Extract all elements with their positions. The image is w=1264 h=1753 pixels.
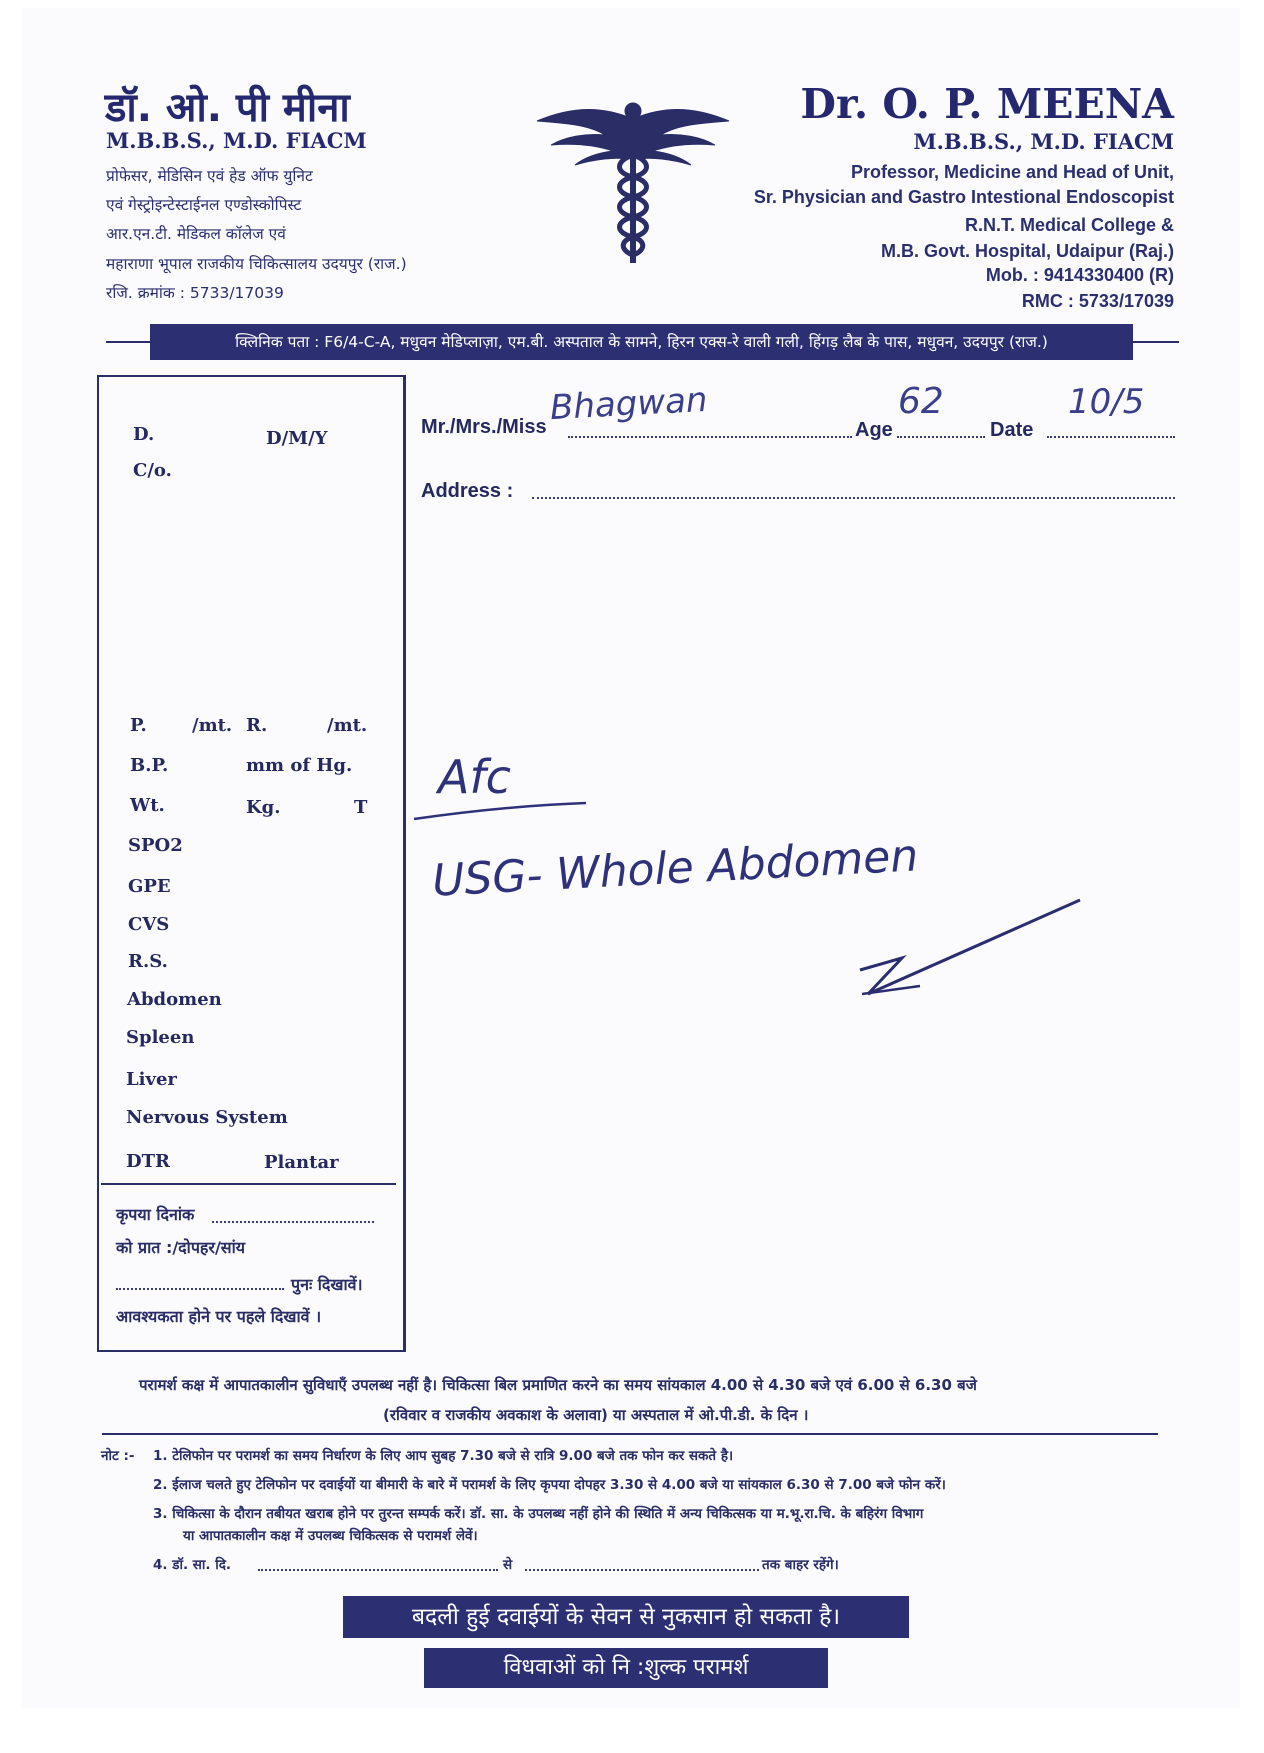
english-designation-line: R.N.T. Medical College & bbox=[964, 215, 1174, 235]
mobile-number: Mob. : 9414330400 (R) bbox=[985, 265, 1174, 285]
doctor-degree-english: M.B.B.S., M.D. FIACM bbox=[913, 129, 1174, 154]
weight-unit: Kg. bbox=[246, 797, 281, 818]
age-label: Age bbox=[855, 419, 893, 441]
patient-name-line[interactable] bbox=[568, 436, 852, 438]
cvs-label: CVS bbox=[128, 914, 170, 935]
note-3-continued: या आपातकालीन कक्ष में उपलब्ध चिकित्सक से परामर्श लेवें। bbox=[183, 1528, 478, 1544]
doctor-name-english: Dr. O. P. MEENA bbox=[800, 80, 1174, 128]
address-line[interactable] bbox=[532, 497, 1175, 499]
caduceus-icon bbox=[535, 95, 731, 267]
note-4-from-line bbox=[258, 1569, 498, 1571]
gpe-label: GPE bbox=[128, 876, 171, 897]
warning-banner: बदली हुई दवाईयों के सेवन से नुकसान हो सकता है। bbox=[343, 1596, 909, 1638]
rx-line-2: USG- Whole Abdomen bbox=[430, 830, 920, 907]
temperature-label: T bbox=[354, 797, 368, 818]
clinic-address-bar: क्लिनिक पता : F6/4-C-A, मधुवन मेडिप्लाज़ा, एम.बी. अस्पताल के सामने, हिरन एक्स-रे वाली गली, हिंगड़ लैब के पास, मधुवन, उदयपुर (राज.) bbox=[150, 324, 1133, 360]
divider bbox=[102, 1433, 1158, 1435]
note-2: 2. ईलाज चलते हुए टेलिफोन पर दवाईयों या बीमारी के बारे में परामर्श के लिए कृपया दोपहर 3.30 से 4.00 बजे या सांयकाल 6.30 से 7.00 बजे फोन करें। bbox=[153, 1477, 946, 1493]
note-3: 3. चिकित्सा के दौरान तबीयत खराब होने पर तुरन्त सम्पर्क करें। डॉ. सा. के उपलब्ध नहीं होने की स्थिति में अन्य चिकित्सक या म.भू.रा.चि. के बहिरंग विभाग bbox=[153, 1506, 924, 1522]
rx-underline bbox=[410, 795, 590, 825]
patient-name-label: Mr./Mrs./Miss bbox=[421, 416, 547, 438]
hindi-designation-line: प्रोफेसर, मेडिसिन एवं हेड ऑफ युनिट bbox=[106, 167, 313, 185]
liver-label: Liver bbox=[126, 1069, 177, 1090]
doctor-degree-hindi-side: M.B.B.S., M.D. FIACM bbox=[106, 128, 367, 153]
hindi-registration-line: रजि. क्रमांक : 5733/17039 bbox=[106, 284, 284, 302]
english-designation-line: Sr. Physician and Gastro Intestional Endoscopist bbox=[753, 187, 1174, 207]
note-4-to-line bbox=[525, 1569, 759, 1571]
doctor-signature bbox=[840, 890, 1090, 1010]
notice-line-1: परामर्श कक्ष में आपातकालीन सुविधाएँ उपलब्ध नहीं है। चिकित्सा बिल प्रमाणित करने का समय सांयकाल 4.00 से 4.30 बजे एवं 6.00 से 6.30 बजे bbox=[139, 1376, 977, 1394]
date-label: D. bbox=[133, 424, 155, 445]
note-prefix: नोट :- bbox=[101, 1448, 135, 1464]
date-value: 10/5 bbox=[1068, 382, 1145, 422]
age-value: 62 bbox=[898, 381, 944, 422]
followup-time-text: को प्रात :/दोपहर/सांय bbox=[116, 1238, 246, 1257]
english-designation-line: Professor, Medicine and Head of Unit, bbox=[850, 162, 1174, 182]
followup-date-line bbox=[212, 1221, 374, 1223]
divider bbox=[106, 341, 152, 343]
notice-line-2: (रविवार व राजकीय अवकाश के अलावा) या अस्पताल में ओ.पी.डी. के दिन । bbox=[383, 1406, 809, 1424]
divider bbox=[1131, 341, 1179, 343]
care-of-label: C/o. bbox=[133, 460, 172, 481]
note-4-suffix: तक बाहर रहेंगे। bbox=[762, 1557, 839, 1573]
hindi-designation-line: एवं गेस्ट्रोइन्टेस्टाईनल एण्डोस्कोपिस्ट bbox=[106, 196, 302, 214]
followup-early-visit-text: आवश्यकता होने पर पहले दिखावें । bbox=[116, 1307, 322, 1326]
hindi-designation-line: आर.एन.टी. मेडिकल कॉलेज एवं bbox=[106, 225, 286, 243]
date-field-label: Date bbox=[990, 419, 1034, 441]
free-consultation-banner: विधवाओं को नि :शुल्क परामर्श bbox=[424, 1648, 828, 1688]
nervous-system-label: Nervous System bbox=[126, 1107, 288, 1128]
followup-line bbox=[116, 1288, 284, 1290]
dtr-label: DTR bbox=[126, 1151, 170, 1172]
age-line[interactable] bbox=[897, 436, 985, 438]
dmy-label: D/M/Y bbox=[266, 428, 328, 449]
pulse-label: P. bbox=[130, 715, 147, 736]
respiration-unit: /mt. bbox=[327, 715, 368, 736]
note-4-prefix: 4. डॉ. सा. दि. bbox=[153, 1557, 232, 1573]
rx-line-1: Afc bbox=[438, 750, 511, 804]
bp-unit: mm of Hg. bbox=[246, 755, 353, 776]
rmc-number: RMC : 5733/17039 bbox=[1021, 291, 1174, 311]
note-4-mid: से bbox=[503, 1557, 513, 1573]
spo2-label: SPO2 bbox=[128, 835, 183, 856]
patient-name-value: Bhagwan bbox=[549, 379, 709, 429]
hindi-designation-line: महाराणा भूपाल राजकीय चिकित्सालय उदयपुर (राज.) bbox=[106, 255, 407, 273]
abdomen-label: Abdomen bbox=[127, 989, 222, 1010]
bp-label: B.P. bbox=[130, 755, 169, 776]
rs-label: R.S. bbox=[128, 951, 168, 972]
plantar-label: Plantar bbox=[264, 1152, 339, 1173]
address-label: Address : bbox=[421, 480, 514, 502]
respiration-label: R. bbox=[246, 715, 268, 736]
spleen-label: Spleen bbox=[126, 1027, 195, 1048]
date-line[interactable] bbox=[1047, 436, 1175, 438]
divider bbox=[101, 1183, 396, 1185]
note-1: 1. टेलिफोन पर परामर्श का समय निर्धारण के लिए आप सुबह 7.30 बजे से रात्रि 9.00 बजे तक फोन कर सकते है। bbox=[153, 1448, 734, 1464]
english-designation-line: M.B. Govt. Hospital, Udaipur (Raj.) bbox=[880, 241, 1174, 261]
weight-label: Wt. bbox=[130, 795, 165, 816]
followup-revisit-text: पुनः दिखावें। bbox=[291, 1275, 363, 1294]
doctor-name-hindi: डॉ. ओ. पी मीना bbox=[105, 85, 350, 131]
pulse-unit: /mt. bbox=[192, 715, 233, 736]
followup-date-text: कृपया दिनांक bbox=[116, 1205, 195, 1224]
